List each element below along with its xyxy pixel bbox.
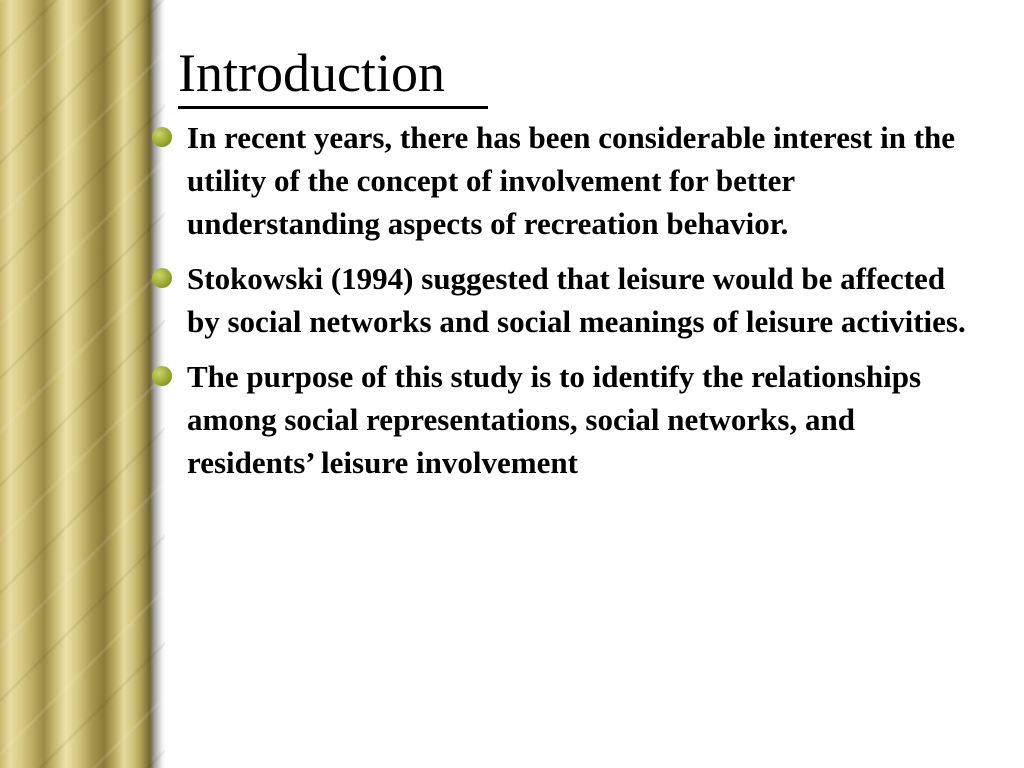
slide-title: Introduction [178, 43, 445, 103]
bullet-dot-icon [152, 127, 172, 147]
bullet-text-1: In recent years, there has been considerable interest in the utility of the concept of involvement for better understanding aspects of recreation behavior. [187, 120, 956, 241]
bullet-text-3: The purpose of this study is to identify the relationships among social representations, social networks, and residents’ leisure involvement [187, 359, 922, 480]
bullet-item-1 [152, 116, 982, 245]
bullet-dot-icon [152, 268, 172, 288]
bullet-item-3 [152, 355, 982, 484]
bullet-item-2 [152, 257, 982, 343]
golden-pillar-decoration [0, 0, 165, 768]
bullet-text-2: Stokowski (1994) suggested that leisure would be affected by social networks and social meanings of leisure activities. [187, 261, 966, 339]
bullet-dot-icon [152, 366, 172, 386]
bullet-list [152, 116, 982, 496]
title-underline [178, 106, 488, 109]
